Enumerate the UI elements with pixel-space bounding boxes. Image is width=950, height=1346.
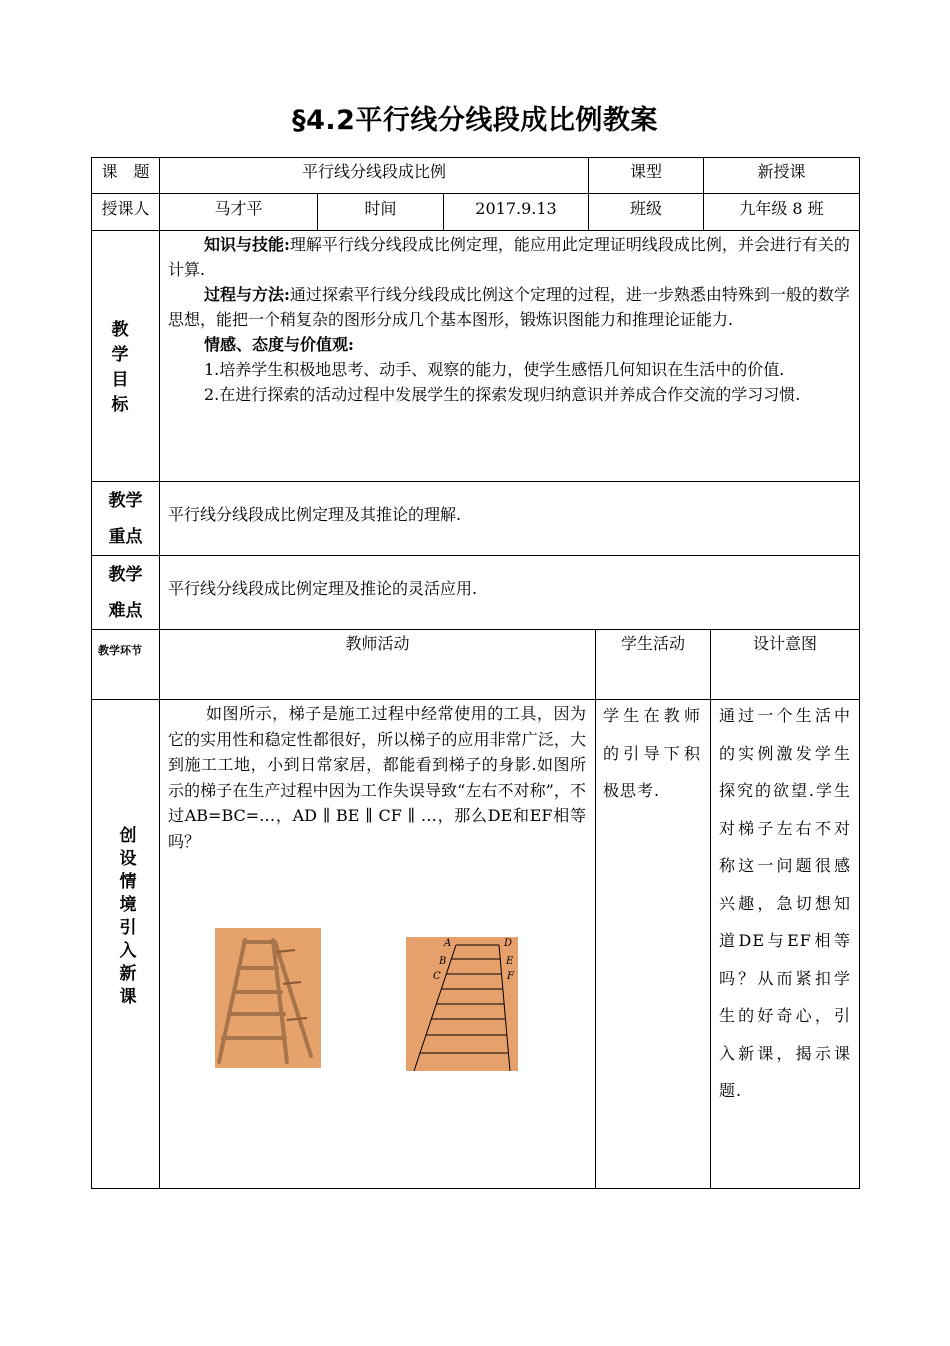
emotion-item-1: 1.培养学生积极地思考、动手、观察的能力，使学生感悟几何知识在生活中的价值.	[204, 360, 785, 379]
teacher-value: 马才平	[214, 199, 263, 218]
table-border-top	[91, 157, 860, 158]
time-value: 2017.9.13	[475, 199, 557, 218]
lesson-label: 课 题	[101, 162, 150, 181]
col-divider	[595, 629, 596, 1189]
ladder-photo-icon	[215, 928, 321, 1068]
class-label: 班级	[629, 199, 662, 218]
col-divider	[710, 629, 711, 1189]
teacher-label: 授课人	[101, 199, 150, 218]
knowledge-text: 理解平行线分线段成比例定理，能应用此定理证明线段成比例，并会进行有关的计算.	[168, 235, 850, 279]
stage-header: 教学环节	[98, 644, 142, 657]
point-b-label: B	[439, 956, 447, 967]
stage1-label: 创设情境 引入新课	[119, 826, 154, 1007]
key-point-text: 平行线分线段成比例定理及其推论的理解.	[168, 505, 462, 524]
ladder-diagram	[406, 937, 518, 1071]
point-f-label: F	[507, 971, 514, 982]
type-label: 课型	[629, 162, 662, 181]
ladder-photo	[215, 928, 321, 1068]
stage1-teacher-text: 如图所示，梯子是施工过程中经常使用的工具，因为它的实用性和稳定性都很好，所以梯子的应用非常广泛，大到施工工地，小到日常家居，都能看到梯子的身影.如图所示的梯子在生产过程中因为工作失误导致“左右不对称”，不过AB=BC=…，AD ∥ BE ∥ CF ∥ …，那么DE和EF相等吗？	[168, 704, 586, 851]
difficulty-label-1: 教学	[108, 565, 143, 585]
trapezoid-diagram-icon	[406, 937, 518, 1071]
teacher-activity-header: 教师活动	[345, 634, 410, 653]
process-heading: 过程与方法:	[204, 285, 290, 304]
row-divider	[91, 555, 860, 556]
point-c-label: C	[433, 971, 441, 982]
table-border-bottom	[91, 1188, 860, 1189]
class-value: 九年级 8 班	[739, 199, 824, 218]
emotion-item-2: 2.在进行探索的活动过程中发展学生的探索发现归纳意识并养成合作交流的学习习惯.	[204, 385, 801, 404]
key-point-label-2: 重点	[108, 527, 143, 547]
objectives-content	[168, 232, 852, 407]
stage1-design-text: 通过一个生活中的实例激发学生探究的欲望.学生对梯子左右不对称这一问题很感兴趣，急切想知道DE与EF相等吗？从而紧扣学生的好奇心，引入新课，揭示课题.	[719, 706, 851, 1100]
knowledge-heading: 知识与技能:	[204, 235, 290, 254]
page-title: §4.2平行线分线段成比例教案	[292, 105, 658, 136]
row-divider	[91, 193, 860, 194]
row-divider	[91, 481, 860, 482]
row-divider	[91, 629, 860, 630]
difficulty-label-2: 难点	[108, 601, 143, 621]
difficulty-text: 平行线分线段成比例定理及推论的灵活应用.	[168, 579, 478, 598]
col-divider	[159, 157, 160, 1189]
row-divider	[91, 230, 860, 231]
key-point-label-1: 教学	[108, 491, 143, 511]
emotion-heading: 情感、态度与价值观:	[204, 335, 354, 354]
stage1-student-text: 学生在教师的引导下积极思考.	[603, 706, 701, 800]
process-text: 通过探索平行线分线段成比例这个定理的过程，进一步熟悉由特殊到一般的数学思想，能把一个稍复杂的图形分成几个基本图形，锻炼识图能力和推理论证能力.	[168, 285, 850, 329]
table-border-left	[91, 157, 92, 1189]
design-intent-header: 设计意图	[752, 634, 817, 653]
point-e-label: E	[506, 956, 514, 967]
type-value: 新授课	[757, 162, 806, 181]
point-a-label: A	[444, 938, 452, 949]
time-label: 时间	[364, 199, 397, 218]
lesson-value: 平行线分线段成比例	[301, 162, 446, 181]
point-d-label: D	[504, 938, 513, 949]
student-activity-header: 学生活动	[620, 634, 685, 653]
table-border-right	[859, 157, 860, 1189]
objectives-label: 教学目标	[111, 320, 129, 415]
